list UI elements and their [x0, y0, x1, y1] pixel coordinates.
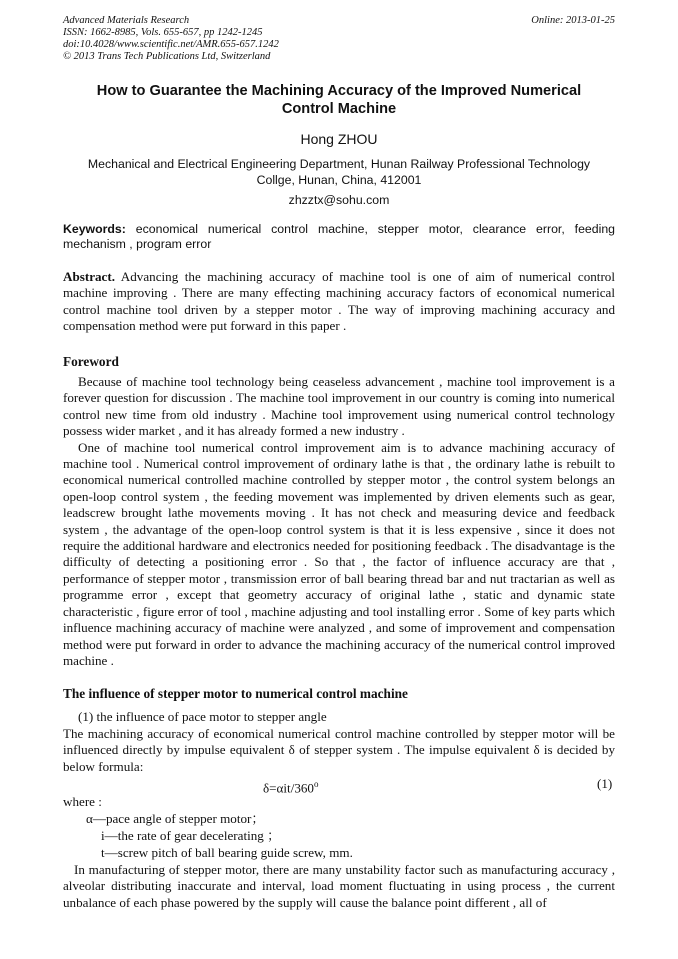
section-paragraph-1: The machining accuracy of economical numerical control machine controlled by stepper motor will be influenced directly by impulse equivalent δ of stepper system . The impulse equivalent δ is decided by below formula: [63, 726, 615, 774]
affiliation-line-1: Mechanical and Electrical Engineering Department, Hunan Railway Professional Technology [87, 157, 591, 171]
journal-header [63, 15, 615, 63]
abstract-label: Abstract. [63, 269, 115, 284]
keywords [63, 222, 615, 252]
author-name: Hong ZHOU [300, 131, 378, 147]
title-line-1: How to Guarantee the Machining Accuracy of the Improved Numerical [96, 83, 582, 99]
journal-issn: ISSN: 1662-8985, Vols. 655-657, pp 1242-1245 [63, 27, 263, 38]
foreword-paragraph-1: Because of machine tool technology being ceaseless advancement , machine tool improvement is a forever question for discussion . The machine tool improvement in our country is coming into numerical control new time from old industry . Machine tool improvement using numerical control technology possess wider market , and it has already formed a new industry . [63, 374, 615, 439]
keywords-text: economical numerical control machine, stepper motor, clearance error, feeding mechanism , program error [63, 222, 615, 251]
affiliation-line-2: Collge, Hunan, China, 412001 [256, 173, 422, 187]
section-heading: The influence of stepper motor to numerical control machine [63, 686, 408, 701]
definition-t: t—screw pitch of ball bearing guide screw, mm. [101, 845, 353, 860]
definition-i: i—the rate of gear decelerating ； [101, 828, 281, 843]
abstract [63, 269, 615, 335]
author-email: zhzztx@sohu.com [288, 193, 390, 207]
subsection-heading: (1) the influence of pace motor to stepper angle [78, 709, 327, 724]
definition-alpha: α—pace angle of stepper motor； [86, 811, 265, 826]
equation-degree-sup: o [313, 779, 319, 789]
online-date: Online: 2013-01-25 [531, 15, 615, 26]
journal-copyright: © 2013 Trans Tech Publications Ltd, Switzerland [63, 51, 271, 62]
title-line-2: Control Machine [281, 101, 397, 117]
foreword-body [63, 374, 615, 669]
equation-body: δ=αit/360 [263, 780, 314, 796]
section-paragraph-2: In manufacturing of stepper motor, there are many unstability factor such as manufacturing accuracy , alveolar distributing inaccurate and interval, load moment fluctuating in using process , the current unbalance of each phase powered by the supply will cause the balance point different , all of [63, 862, 615, 910]
author-affiliation [63, 156, 615, 188]
equation-number: (1) [597, 776, 613, 791]
foreword-paragraph-2: One of machine tool numerical control improvement aim is to advance machining accuracy of machine tool . Numerical control improvement of ordinary lathe is that , the ordinary lathe is rebuilt to economical numerical controlled machine controlled by stepper motor , the control system belongs an open-loop control system , the feeding movement was implemented by driven elements such as gear, leadscrew brought lathe movements moving . It has not check and measuring device and feedback system , the advantage of the open-loop control system is that it is less expensive , since it does not require the additional hardware and electronics needed for positioning feedback . The disadvantage is the difficulty of detecting a positioning error . So that , the factor of influence accuracy are that , performance of stepper motor , transmission error of ball bearing thread bar and nut tractarian as well as programme error , except that geometry accuracy of original lathe , static and dynamic state characteristic , figure error of tool , machine adjusting and tool installing error . Some of key parts which influence machining accuracy of machine were analyzed , and some of improvement and compensation method were put forward in order to advance the machining accuracy of the numerical control improved machine . [63, 439, 615, 668]
journal-doi: doi:10.4028/www.scientific.net/AMR.655-657.1242 [63, 39, 279, 50]
keywords-label: Keywords: [63, 222, 126, 236]
paper-title [63, 82, 615, 118]
abstract-text: Advancing the machining accuracy of machine tool is one of aim of numerical control machine improving . There are many effecting machining accuracy factors of economical numerical control machine tool driven by a stepper motor . The way of improving machining accuracy and compensation method were put forward in this paper . [63, 269, 615, 334]
foreword-heading: Foreword [63, 354, 119, 369]
where-label: where : [63, 794, 102, 809]
equation [263, 776, 318, 796]
journal-name: Advanced Materials Research [63, 15, 190, 26]
